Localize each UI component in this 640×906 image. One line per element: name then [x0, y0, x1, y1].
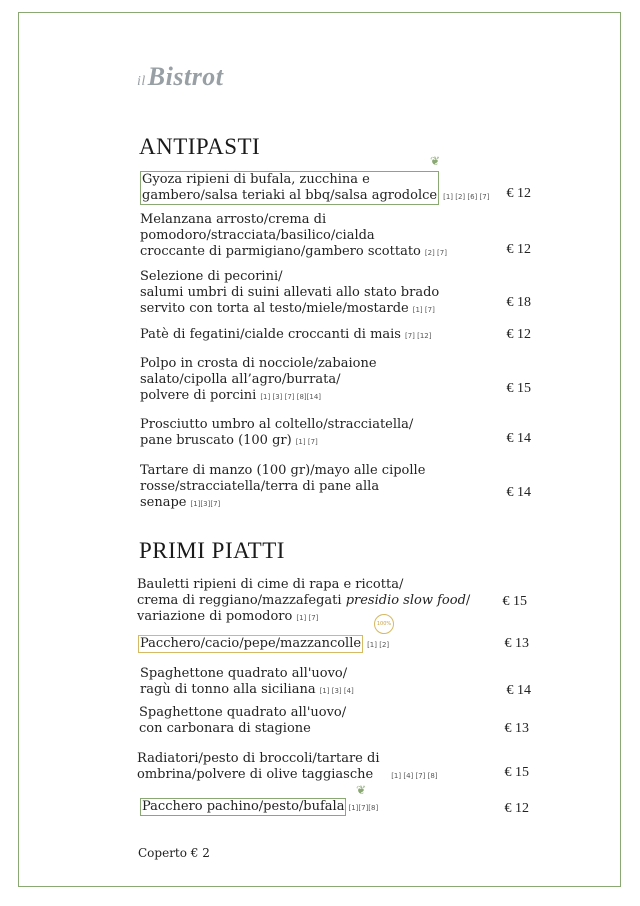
- item-price: € 12: [506, 327, 531, 342]
- menu-item: [137, 751, 517, 784]
- vegetarian-leaf-icon: ❦: [356, 783, 367, 797]
- vegetarian-leaf-icon: ❦: [430, 154, 441, 168]
- menu-item: [140, 171, 520, 205]
- menu-item: [140, 212, 520, 261]
- item-name: Selezione di pecorini/ salumi umbri di suini allevati allo stato brado servito con torta al testo/miele/mostarde: [140, 269, 440, 316]
- item-price: € 14: [506, 431, 531, 446]
- item-name: Polpo in crosta di nocciole/zabaione salato/cipolla all’agro/burrata/ polvere di porcini: [140, 356, 377, 403]
- item-price: € 15: [502, 594, 527, 609]
- item-price: € 15: [504, 765, 529, 780]
- allergens: [2] [7]: [424, 249, 447, 257]
- item-price: € 18: [506, 295, 531, 310]
- allergens: [1] [7]: [296, 614, 319, 622]
- allergens: [1][7][8]: [348, 804, 379, 812]
- item-name: Prosciutto umbro al coltello/stracciatella/ pane bruscato (100 gr): [140, 417, 414, 448]
- item-price: € 15: [506, 381, 531, 396]
- logo: [137, 62, 224, 92]
- item-name: Bauletti ripieni di cime di rapa e ricotta/ crema di reggiano/mazzafegati: [137, 577, 404, 608]
- item-price: € 14: [506, 485, 531, 500]
- item-name: Tartare di manzo (100 gr)/mayo alle cipolle rosse/stracciatella/terra di pane alla senape: [140, 463, 426, 510]
- item-name: Spaghettone quadrato all'uovo/ ragù di tonno alla siciliana: [140, 666, 348, 697]
- item-price: € 12: [506, 242, 531, 257]
- allergens: [1] [4] [7] [8]: [391, 772, 438, 780]
- menu-item: [140, 327, 520, 344]
- menu-item: [140, 269, 520, 318]
- item-price: € 13: [504, 636, 529, 651]
- allergens: [1] [3] [4]: [319, 687, 354, 695]
- item-name: Gyoza ripieni di bufala, zucchina e gambero/salsa teriaki al bbq/salsa agrodolce: [142, 172, 438, 203]
- slow-food-note: presidio slow food: [345, 593, 466, 608]
- allergens: [1] [3] [7] [8][14]: [260, 393, 322, 401]
- logo-prefix: il: [137, 74, 146, 89]
- allergens: [1] [7]: [412, 306, 435, 314]
- allergens: [1] [2] [6] [7]: [443, 193, 490, 201]
- menu-item: [138, 635, 518, 653]
- item-price: € 13: [504, 721, 529, 736]
- cover-charge: Coperto € 2: [138, 846, 210, 860]
- item-name: Pacchero pachino/pesto/bufala: [142, 799, 345, 814]
- allergens: [7] [12]: [404, 332, 432, 340]
- section-title-primi: PRIMI PIATTI: [139, 538, 285, 563]
- menu-item: [140, 798, 520, 816]
- menu-item: [137, 577, 507, 626]
- item-name: Pacchero/cacio/pepe/mazzancolle: [140, 636, 362, 651]
- item-price: € 14: [506, 683, 531, 698]
- item-price: € 12: [504, 801, 529, 816]
- item-name: Radiatori/pesto di broccoli/tartare di ombrina/polvere di olive taggiasche: [137, 751, 380, 782]
- menu-item: [140, 356, 520, 405]
- menu-item: [140, 666, 520, 699]
- item-name: Patè di fegatini/cialde croccanti di mais: [140, 327, 401, 342]
- section-title-antipasti: ANTIPASTI: [139, 134, 261, 159]
- item-name: Melanzana arrosto/crema di pomodoro/stracciata/basilico/cialda croccante di parmigiano/gambero scottato: [140, 212, 421, 259]
- allergens: [1] [7]: [295, 438, 318, 446]
- allergens: [1][3][7]: [190, 500, 221, 508]
- menu-item: [139, 705, 519, 737]
- menu-item: [140, 417, 520, 450]
- logo-name: Bistrot: [147, 62, 224, 91]
- menu-item: [140, 463, 520, 512]
- item-price: € 12: [506, 186, 531, 201]
- allergens: [1] [2]: [367, 641, 390, 649]
- original-badge-icon: 100%: [374, 614, 394, 634]
- item-name-cont: / variazione di pomodoro: [137, 593, 471, 624]
- item-name: Spaghettone quadrato all'uovo/ con carbonara di stagione: [139, 705, 347, 736]
